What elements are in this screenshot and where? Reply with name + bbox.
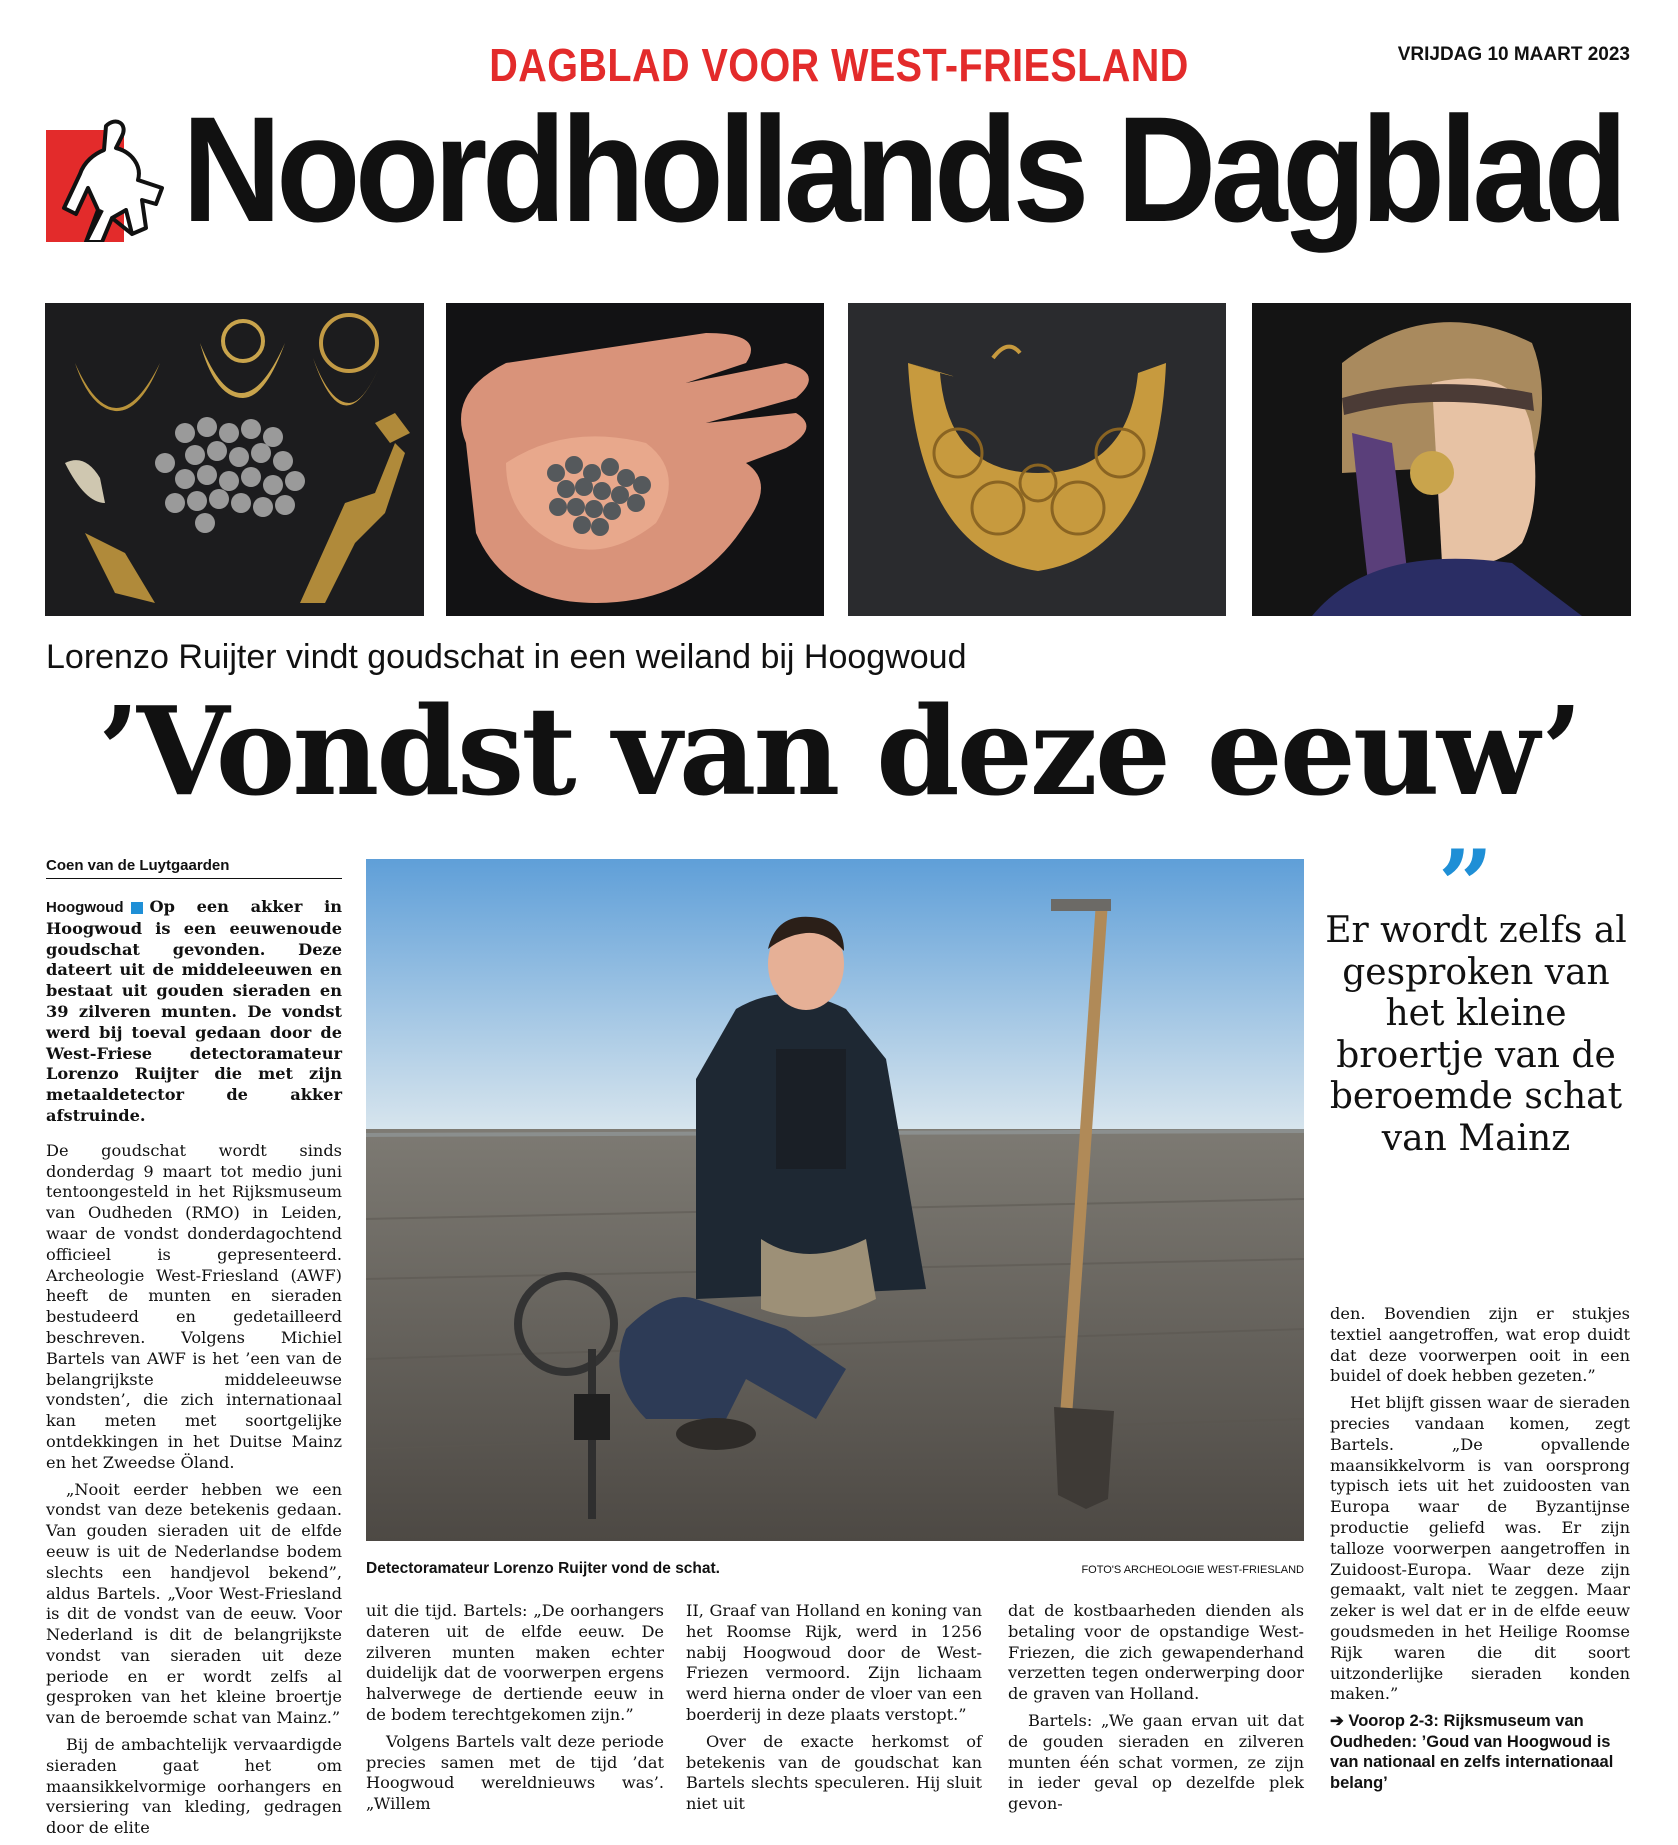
article-paragraph: Volgens Bartels valt deze periode precies samen met de tijd ’dat Hoogwoud wereldnieuws was’. „Willem: [366, 1731, 664, 1814]
photo-credit: FOTO'S ARCHEOLOGIE WEST-FRIESLAND: [1081, 1564, 1304, 1576]
photo-coins-in-hands: [446, 303, 824, 616]
dateline-bullet-icon: [131, 902, 143, 914]
article-paragraph: Bij de ambachtelijk vervaardigde sieraden gaat het om maansikkelvormige oorhangers en versiering van kleding, gedragen door de elite: [46, 1735, 342, 1838]
article-paragraph: Het blijft gissen waar de sieraden precies vandaan komen, zegt Bartels. „De opvallende maansikkelvorm is van oorsprong typisch iets uit het zuidoosten van Europa waar de Byzantijnse productie geliefd was. Er zijn talloze voorwerpen aangetroffen in Zuidoost-Europa. Waar deze zijn gemaakt, valt niet te zeggen. Maar zeker is wel dat er in de elfde eeuw goudsmeden in het Heilige Roomse Rijk waren die dit soort uitzonderlijke sieraden konden maken.”: [1330, 1393, 1630, 1704]
photo-gold-earring: [848, 303, 1226, 616]
photo-woman-wearing-replica: [1252, 303, 1631, 616]
masthead-title: Noordhollands Dagblad: [182, 85, 1623, 253]
article-paragraph: II, Graaf van Holland en koning van het Roomse Rijk, werd in 1256 nabij Hoogwoud door de West-Friezen vermoord. Zijn lichaam werd hierna onder de vloer van een boerderij in deze plaats verstopt.”: [686, 1601, 982, 1724]
article-dateline: Hoogwoud: [46, 899, 124, 916]
article-lead-text: Op een akker in Hoogwoud is een eeuwenoude goudschat gevonden. Deze dateert uit de middeleeuwen en bestaat uit gouden sieraden en 39 zilveren munten. De vondst werd bij toeval gedaan door de West-Friese detectoramateur Lorenzo Ruijter die met zijn metaaldetector de akker afstruinde.: [46, 897, 342, 1125]
article-paragraph: „Nooit eerder hebben we een vondst van deze betekenis gedaan. Van gouden sieraden uit de elfde eeuw is uit de Nederlandse bodem slechts een handjevol bekend”, aldus Bartels. „Voor West-Friesland is dit de vondst van de eeuw. Voor Nederland is dit de belangrijkste vondst van sieraden uit deze periode en er wordt zelfs al gesproken van het kleine broertje van de beroemde schat van Mainz.”: [46, 1479, 342, 1728]
main-photo-detectorist: [366, 859, 1304, 1541]
pull-quote: Er wordt zelfs al gesproken van het kleine broertje van de beroemde schat van Mainz: [1325, 910, 1627, 1159]
article-paragraph: De goudschat wordt sinds donderdag 9 maart tot medio juni tentoongesteld in het Rijksmuseum van Oudheden (RMO) in Leiden, waar de vondst donderdagochtend officieel is gepresenteerd. Archeologie West-Friesland (AWF) heeft de munten en sieraden bestudeerd en gedetailleerd beschreven. Volgens Michiel Bartels van AWF is het ’een van de belangrijkste middeleeuwse vondsten’, die zich internationaal kan meten met soortgelijke ontdekkingen in het Duitse Mainz en het Zweedse Öland.: [46, 1140, 342, 1472]
article-column-6: [1330, 1304, 1630, 1799]
article-paragraph: uit die tijd. Bartels: „De oorhangers dateren uit de elfde eeuw. De zilveren munten maken echter duidelijk dat de voorwerpen ergens halverwege de dertiende eeuw in de bodem terechtgekomen zijn.”: [366, 1601, 664, 1724]
cross-reference-link[interactable]: ➔ Voorop 2-3: Rijksmuseum van Oudheden: ’Goud van Hoogwoud is van nationaal en zelfs internationaal belang’: [1330, 1712, 1614, 1792]
issue-date: VRIJDAG 10 MAART 2023: [1397, 44, 1630, 65]
article-paragraph: Over de exacte herkomst of betekenis van de goudschat kan Bartels slechts speculeren. Hij sluit niet uit: [686, 1731, 982, 1814]
masthead-tagline: DAGBLAD VOOR WEST-FRIESLAND: [489, 39, 1189, 91]
quote-mark-icon: ”: [1438, 829, 1494, 942]
article-headline: ’Vondst van deze eeuw’: [98, 679, 1580, 823]
photo-caption: Detectoramateur Lorenzo Ruijter vond de schat.: [366, 1560, 720, 1577]
newspaper-logo-icon: [46, 118, 172, 242]
photo-jewelry-and-coins: [45, 303, 424, 616]
article-paragraph: den. Bovendien zijn er stukjes textiel aangetroffen, wat erop duidt dat deze voorwerpen ooit in een buidel of doek hebben gezeten.”: [1330, 1304, 1630, 1386]
article-column-5: [1008, 1601, 1304, 1821]
article-byline: Coen van de Luytgaarden: [46, 857, 342, 879]
article-subhead: Lorenzo Ruijter vindt goudschat in een weiland bij Hoogwoud: [46, 638, 967, 676]
article-paragraph: Bartels: „We gaan ervan uit dat de gouden sieraden en zilveren munten één schat vormen, ze zijn in ieder geval op dezelfde plek gevon-: [1008, 1710, 1304, 1814]
article-column-4: [686, 1601, 982, 1821]
article-paragraph: dat de kostbaarheden dienden als betaling voor de opstandige West-Friezen, die zich gewapenderhand verzetten tegen onderwerping door de graven van Holland.: [1008, 1601, 1304, 1704]
article-lead-paragraph: [46, 897, 342, 1127]
article-column-1: [46, 897, 342, 1845]
article-column-3: [366, 1601, 664, 1821]
